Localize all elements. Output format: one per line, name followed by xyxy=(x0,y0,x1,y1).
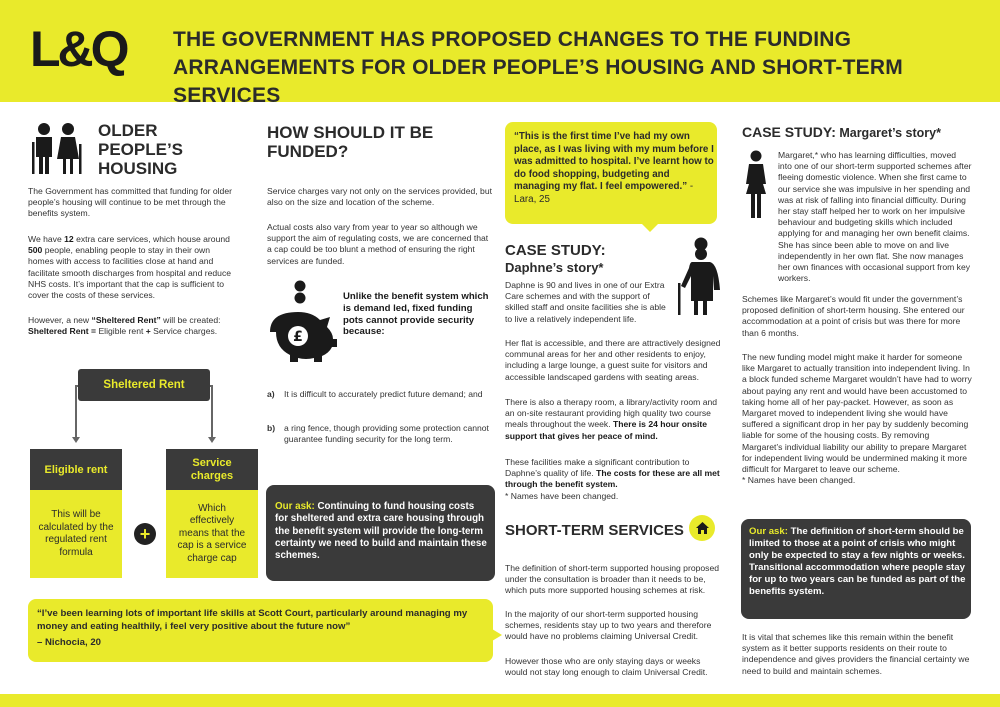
arrow-down-icon xyxy=(208,437,216,443)
eligible-rent-text: This will be calculated by the regulated rent formula xyxy=(38,509,114,558)
our-ask-text-1 xyxy=(275,501,489,562)
list-marker-a: a) xyxy=(267,389,275,399)
eligible-rent-head xyxy=(30,449,122,490)
daphne-case-heading xyxy=(505,242,665,276)
list-marker-b: b) xyxy=(267,423,276,433)
text-span: people, enabling people to stay in their own homes with access to facilities close at hand and facilitate smooth discharges from hospital and reduce NHS costs. It’s important that the cap is sufficient to cover the costs of these services. xyxy=(28,245,232,301)
eligible-rent-body xyxy=(30,490,122,578)
sheltered-rent-para xyxy=(28,315,242,337)
home-icon xyxy=(689,515,715,541)
margaret-case-heading xyxy=(742,123,982,143)
footnote: * Names have been changed. xyxy=(742,475,856,486)
page-title: THE GOVERNMENT HAS PROPOSED CHANGES TO THE FUNDING ARRANGEMENTS FOR OLDER PEOPLE’S HOUSING AND SHORT-TERM SERVICES xyxy=(173,28,903,107)
margaret-para1: Margaret,* who has learning difficulties, moved into one of our short-term supported schemes after fleeing domestic violence. When she first came to our service she was impulsive in her spending and was at risk of falling into financial difficulty. During her stay staff helped her to work on her impulsive behaviour and budgeting skills which included applying for and managing her own benefit claims. She has since been able to move on and live independently in her own flat. She now manages her own finances with occasional support from key workers. xyxy=(778,150,972,284)
our-ask-text-2 xyxy=(749,526,967,598)
heading-line: HOUSING xyxy=(98,159,178,178)
case-study-subtitle: Margaret’s story* xyxy=(835,126,941,140)
piggy-bank-icon xyxy=(266,280,338,362)
nichocia-quote xyxy=(37,607,489,649)
text-span: + xyxy=(145,326,154,337)
text-span: will be created: xyxy=(160,315,221,325)
text-span: The new funding model might make it harder for someone like Margaret to actually transition into independent living. In a block funded scheme Margaret wouldn’t have had to worry about paying any rent and would have been accustomed to taking home all of her pay-packet. However, as soon as Margaret moved to independent living she would have suffered a significant drop in her pay by suddenly becoming liable for some of the housing costs. By removing Margaret’s individual liability our ability to prepare Margaret for independent living would be undermined making it more difficult for Margaret to leave our scheme. xyxy=(742,352,972,475)
short-term-heading: SHORT-TERM SERVICES xyxy=(505,522,684,539)
service-charges-label: Service charges xyxy=(190,456,234,482)
funding-para1: Service charges vary not only on the services provided, but also on the size and location of the scheme. xyxy=(267,186,492,208)
plus-sign: + xyxy=(139,524,151,544)
daphne-para2: Her flat is accessible, and there are attractively designed communal areas for her and other residents to enjoy, including a large lounge, a guest suite for visitors and accessible landscaped gardens with seating areas. xyxy=(505,338,721,382)
older-housing-heading xyxy=(98,121,228,178)
text-span: Sheltered Rent = xyxy=(28,326,99,337)
lara-quote xyxy=(514,131,714,207)
heading-line: PEOPLE’S xyxy=(98,140,184,159)
short-term-para1: The definition of short-term supported housing proposed under the consultation is broader than it needs to be, which puts more supported housing schemes at risk. xyxy=(505,563,720,596)
older-couple-icon xyxy=(28,122,84,174)
service-charges-body xyxy=(166,490,258,578)
short-term-para2: In the majority of our short-term supported housing schemes, residents stay up to two years and therefore would have no problems claiming Universal Credit. xyxy=(505,609,712,642)
eligible-rent-label: Eligible rent xyxy=(44,463,108,476)
woman-icon xyxy=(744,150,768,220)
heading-line: OLDER xyxy=(98,121,158,140)
text-span: These facilities make a significant contribution to Daphne’s quality of life. xyxy=(505,457,690,479)
text-span: There is also a therapy room, a library/activity room and an on-site restaurant providing high quality two course meals throughout the week. xyxy=(505,397,718,430)
case-study-title: CASE STUDY: xyxy=(742,124,836,140)
our-ask-body: Continuing to fund housing costs for sheltered and extra care housing through the benefit system will provide the long-term certainty we need to build and maintain these schemes. xyxy=(275,501,487,562)
quote-pointer xyxy=(492,629,502,641)
footnote: * Names have been changed. xyxy=(505,490,619,501)
list-item-b: a ring fence, though providing some protection cannot guarantee funding security for the long term. xyxy=(284,423,489,445)
our-ask-label: Our ask: xyxy=(275,501,315,512)
older-housing-para1: The Government has committed that funding for older people’s housing will continue to be met through the benefits system. xyxy=(28,186,232,219)
quote-text: “I’ve been learning lots of important life skills at Scott Court, particularly around managing my money and eating healthily, i feel very positive about the future now” xyxy=(37,608,468,632)
text-span: “Sheltered Rent” xyxy=(91,315,161,325)
case-study-subtitle: Daphne’s story* xyxy=(505,260,604,275)
case-study-title: CASE STUDY: xyxy=(505,242,606,259)
sheltered-rent-box xyxy=(78,369,210,401)
text-span: There is 24 hour onsite support that gives her peace of mind. xyxy=(505,419,708,441)
connector-line xyxy=(211,385,213,439)
people-count: 500 xyxy=(28,245,43,256)
service-charges-text: Which effectively means that the cap is a service charge cap xyxy=(177,502,247,564)
daphne-para4 xyxy=(505,457,721,502)
footer-band xyxy=(0,694,1000,707)
text-span: extra care services, which house around xyxy=(73,234,230,244)
arrow-down-icon xyxy=(72,437,80,443)
quote-text: “This is the first time I’ve had my own place, as I was living with my mum before I was admitted to hospital. I’ve learnt how to do food shopping, budgeting and managing my flat. I feel empowered.” xyxy=(514,131,714,193)
margaret-para3 xyxy=(742,352,972,486)
text-span: Eligible rent xyxy=(98,326,146,337)
text-span: Service charges. xyxy=(153,326,218,337)
short-term-para3: However those who are only staying days or weeks would not stay long enough to claim Universal Credit. xyxy=(505,656,708,678)
daphne-para3 xyxy=(505,397,721,442)
funding-para2: Actual costs also vary from year to year so although we support the aim of regulating costs, we are concerned that a cap could be too blunt a method of ensuring the right services are funded. xyxy=(267,222,489,266)
text-span: However, a new xyxy=(28,315,92,325)
text-span: We have xyxy=(28,234,65,244)
margaret-para2: Schemes like Margaret’s would fit under the government’s proposed definition of short-term housing. She entered our accommodation at a point of crisis but was there for more than 6 months. xyxy=(742,294,965,338)
lq-logo: L&Q xyxy=(30,21,127,77)
services-count: 12 xyxy=(64,234,74,244)
our-ask-label: Our ask: xyxy=(749,526,788,537)
sheltered-rent-label: Sheltered Rent xyxy=(103,379,185,391)
elderly-woman-icon xyxy=(672,237,724,315)
svg-text:£: £ xyxy=(293,329,303,345)
daphne-para1: Daphne is 90 and lives in one of our Extra Care schemes and with the support of skilled staff and onsite facilities she is able to live a relatively independent life. xyxy=(505,280,666,324)
funding-heading: HOW SHOULD IT BE FUNDED? xyxy=(267,123,434,161)
fixed-pots-callout: Unlike the benefit system which is demand led, fixed funding pots cannot provide security because: xyxy=(343,291,489,338)
quote-author: - Lara, 25 xyxy=(514,181,694,205)
text-span: The costs for these are all met through the benefit system. xyxy=(505,468,720,490)
list-item-a: It is difficult to accurately predict future demand; and xyxy=(284,389,483,399)
closing-para: It is vital that schemes like this remain within the benefit system as it better supports residents on their route to independence and gives providers the financial certainty we need to build and maintain schemes. xyxy=(742,632,970,676)
plus-icon xyxy=(134,523,156,545)
connector-line xyxy=(75,385,77,439)
older-housing-para2 xyxy=(28,234,238,301)
service-charges-head xyxy=(166,449,258,490)
our-ask-body: The definition of short-term should be limited to those at a point of crisis who might only be expected to stay a few nights or weeks. Transitional accommodation where people stay for up to two years can be funded as part of the benefits system. xyxy=(749,526,966,597)
quote-pointer xyxy=(640,222,660,232)
quote-author: – Nichocia, 20 xyxy=(37,637,101,648)
